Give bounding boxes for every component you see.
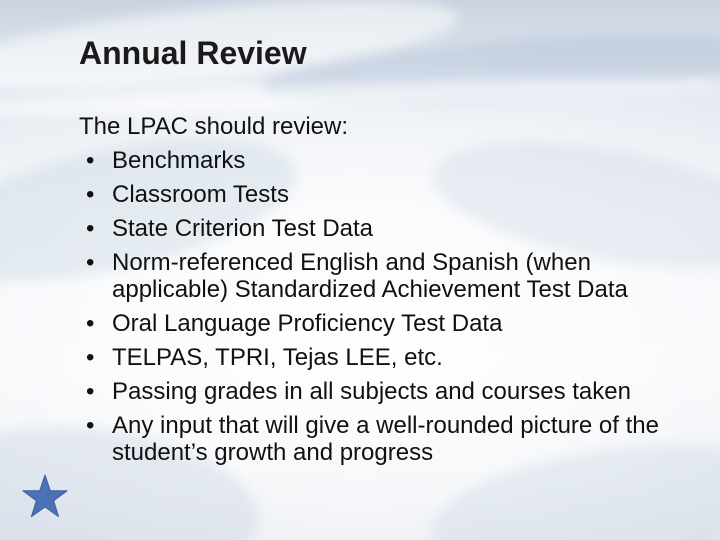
- slide-body: [79, 113, 689, 473]
- bullet-item: [79, 378, 689, 405]
- bullet-dot: •: [86, 181, 95, 208]
- intro-text: The LPAC should review:: [79, 113, 349, 140]
- bullet-text: Passing grades in all subjects and courses taken: [112, 378, 631, 405]
- bullet-dot: •: [86, 310, 95, 337]
- bullet-item: [79, 215, 689, 242]
- bullet-dot: •: [86, 344, 95, 371]
- bullet-text: Benchmarks: [112, 147, 246, 174]
- bullet-dot: •: [86, 147, 95, 174]
- bullet-item: [79, 249, 689, 303]
- bullet-item: [79, 344, 689, 371]
- bullet-dot: •: [86, 412, 95, 439]
- bullet-text: Classroom Tests: [112, 181, 289, 208]
- bullet-dot: •: [86, 215, 95, 242]
- bullet-dot: •: [86, 249, 95, 276]
- bullet-text: Any input that will give a well-rounded picture of the student’s growth and progress: [112, 412, 659, 466]
- bullet-item: [79, 310, 689, 337]
- bullet-item: [79, 181, 689, 208]
- bullet-item: [79, 412, 689, 466]
- star-icon: [22, 474, 68, 518]
- bullet-item: [79, 147, 689, 174]
- slide-title: Annual Review: [79, 35, 307, 71]
- bullet-text: State Criterion Test Data: [112, 215, 374, 242]
- bullet-dot: •: [86, 378, 95, 405]
- bullet-text: Norm-referenced English and Spanish (when applicable) Standardized Achievement Test Data: [112, 249, 628, 303]
- bullet-list: [79, 147, 689, 466]
- bullet-text: Oral Language Proficiency Test Data: [112, 310, 503, 337]
- bullet-text: TELPAS, TPRI, Tejas LEE, etc.: [112, 344, 443, 371]
